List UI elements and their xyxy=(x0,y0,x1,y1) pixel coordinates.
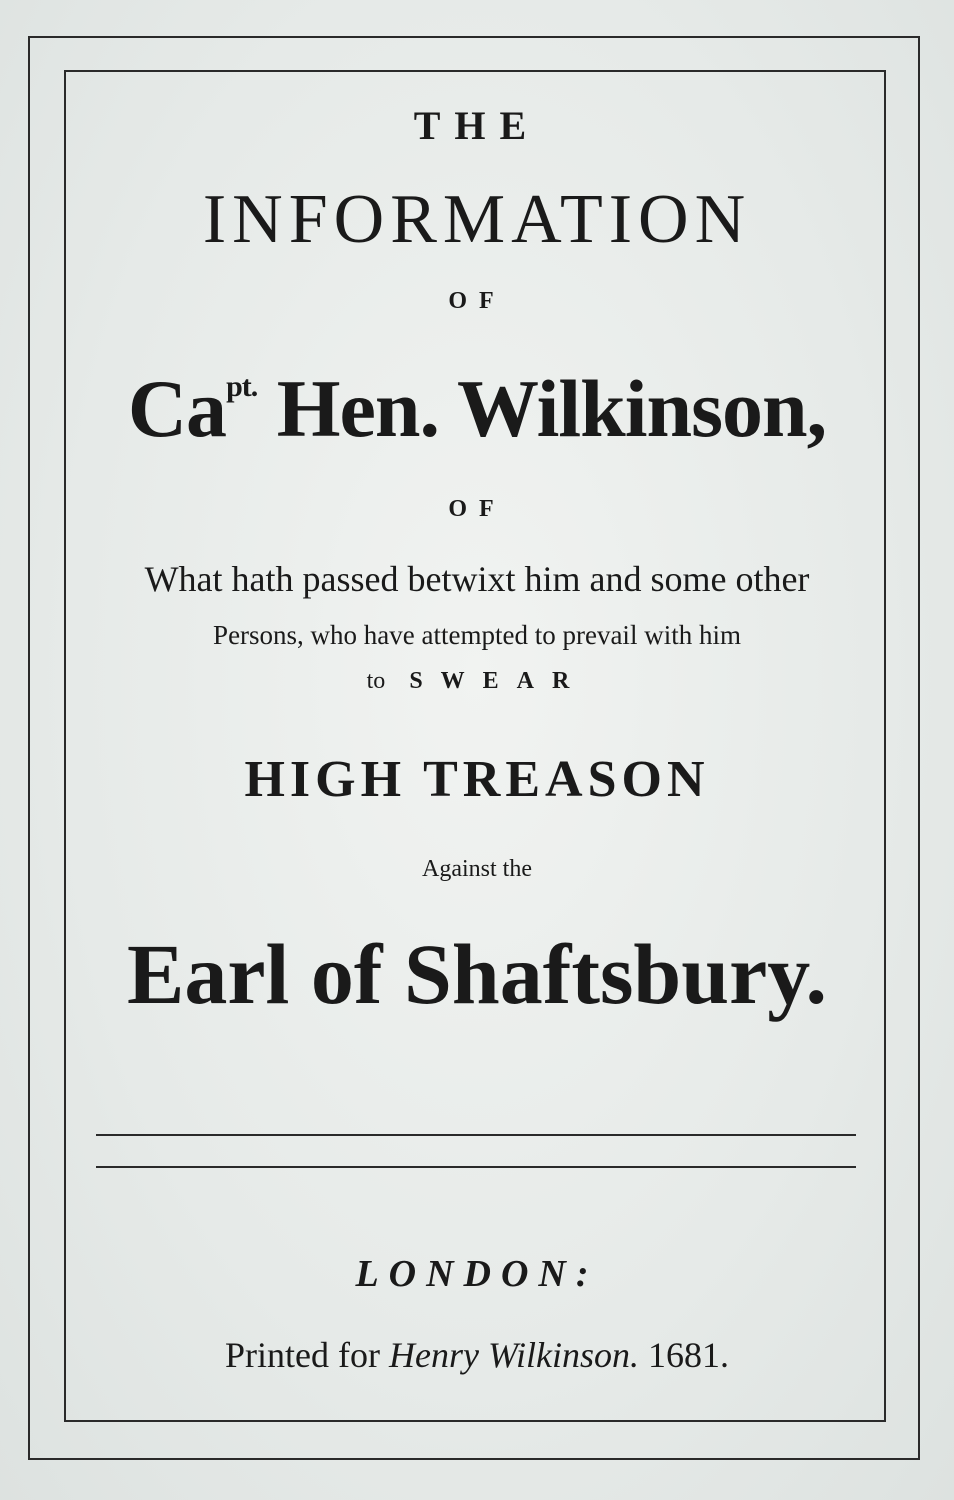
subtitle-line-3 xyxy=(0,668,954,695)
author-name-prefix: Ca xyxy=(127,363,227,454)
title-of-1: OF xyxy=(448,288,506,314)
title-of-2: OF xyxy=(448,496,506,522)
subtitle-to: to xyxy=(366,668,386,694)
imprint-printed-for: Printed for xyxy=(225,1335,380,1375)
imprint-printer: Henry Wilkinson. xyxy=(389,1335,639,1375)
subtitle-line-1: What hath passed betwixt him and some other xyxy=(144,559,810,599)
author-name-superscript: pt. xyxy=(226,370,258,403)
against-the: Against the xyxy=(422,856,532,882)
inner-border xyxy=(64,70,886,1422)
rule-lower xyxy=(96,1166,856,1168)
title-information: INFORMATION xyxy=(202,181,752,258)
earl-heading: Earl of Shaftsbury. xyxy=(126,926,828,1022)
imprint-line xyxy=(0,1334,954,1376)
author-name-rest: Hen. Wilkinson, xyxy=(257,363,827,454)
subtitle-swear: SWEAR xyxy=(409,668,588,694)
author-name xyxy=(0,362,954,456)
title-the: THE xyxy=(413,103,541,148)
high-treason-heading: HIGH TREASON xyxy=(244,751,710,808)
imprint-place: LONDON: xyxy=(355,1253,599,1295)
imprint-year: 1681. xyxy=(647,1335,729,1375)
subtitle-line-2: Persons, who have attempted to prevail with him xyxy=(213,620,741,650)
rule-upper xyxy=(96,1134,856,1136)
